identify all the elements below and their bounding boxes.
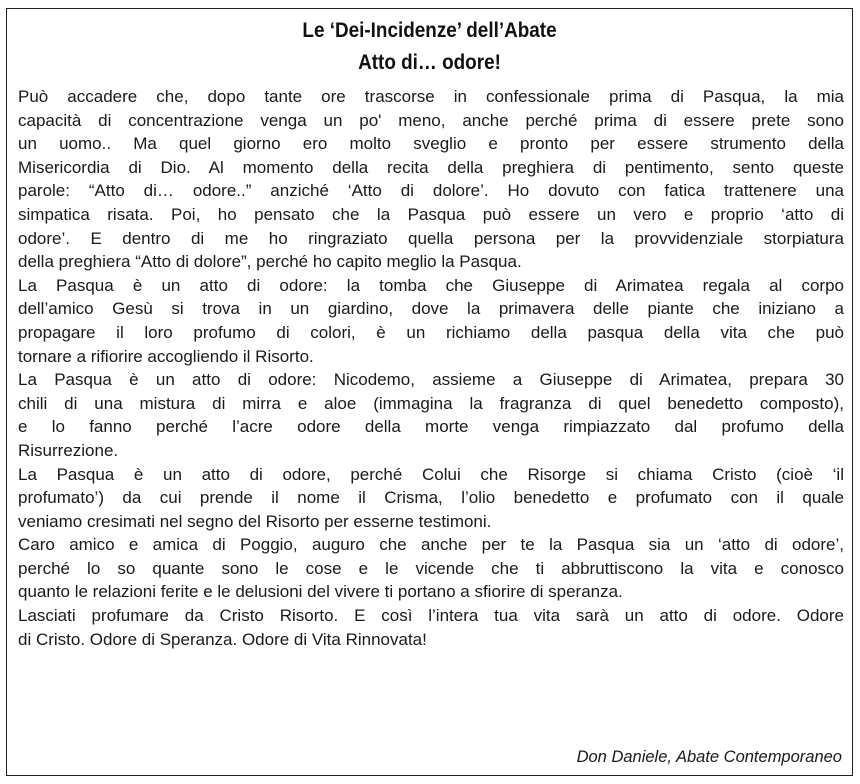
document-page	[6, 8, 853, 776]
text-line: odore’. E dentro di me ho ringraziato quella persona per la provvidenziale storpiatura	[18, 228, 844, 248]
text-line: simpatica risata. Poi, ho pensato che la Pasqua può essere un vero e proprio ‘atto di	[18, 204, 844, 224]
text-line: parole: “Atto di… odore..” anziché ‘Atto di dolore’. Ho dovuto con fatica trattenere una	[18, 181, 844, 201]
text-line: Può accadere che, dopo tante ore trascorse in confessionale prima di Pasqua, la mia	[18, 87, 844, 106]
text-line: chili di una mistura di mirra e aloe (immagina la fragranza di quel benedetto composto),	[18, 393, 844, 413]
paragraph	[18, 85, 844, 274]
article-body	[18, 85, 844, 651]
text-line: profumato’) da cui prende il nome il Crisma, l’olio benedetto e profumato con il quale	[18, 488, 844, 508]
text-line: perché lo so quante sono le cose e le vicende che ti abbruttiscono la vita e conosco	[18, 558, 844, 578]
text-line: e lo fanno perché l’acre odore della morte venga rimpiazzato dal profumo della	[18, 417, 844, 437]
text-line: propagare il loro profumo di colori, è un richiamo della pasqua della vita che può	[18, 322, 844, 342]
paragraph	[18, 533, 844, 604]
text-line: di Cristo. Odore di Speranza. Odore di Vita Rinnovata!	[18, 629, 427, 649]
paragraph	[18, 274, 844, 368]
paragraph	[18, 604, 844, 651]
text-line: dell’amico Gesù si trova in un giardino, dove la primavera delle piante che iniziano a	[18, 299, 844, 319]
text-line: La Pasqua è un atto di odore: la tomba che Giuseppe di Arimatea regala al corpo	[18, 275, 844, 295]
document-subtitle: Atto di… odore!	[358, 51, 501, 74]
text-line: La Pasqua è un atto di odore, perché Colui che Risorge si chiama Cristo (cioè ‘il	[18, 464, 844, 484]
document-title: Le ‘Dei-Incidenze’ dell’Abate	[302, 19, 557, 42]
text-line: Misericordia di Dio. Al momento della recita della preghiera di pentimento, sento queste	[18, 157, 844, 177]
text-line: La Pasqua è un atto di odore: Nicodemo, assieme a Giuseppe di Arimatea, prepara 30	[18, 370, 844, 390]
text-line: Risurrezione.	[18, 440, 119, 460]
text-line: veniamo cresimati nel segno del Risorto per esserne testimoni.	[18, 511, 492, 531]
text-line: Lasciati profumare da Cristo Risorto. E così l’intera tua vita sarà un atto di odore. Odore	[18, 606, 844, 626]
paragraph	[18, 368, 844, 462]
text-line: della preghiera “Atto di dolore”, perché ho capito meglio la Pasqua.	[18, 252, 522, 272]
text-line: capacità di concentrazione venga un po' meno, anche perché prima di essere prete sono	[18, 110, 844, 130]
text-line: tornare a rifiorire accogliendo il Risorto.	[18, 346, 314, 366]
paragraph	[18, 463, 844, 534]
text-line: Caro amico e amica di Poggio, auguro che anche per te la Pasqua sia un ‘atto di odore’,	[18, 535, 844, 555]
text-line: quanto le relazioni ferite e le delusioni del vivere ti portano a sfiorire di speranza.	[18, 582, 623, 602]
text-line: un uomo.. Ma quel giorno ero molto sveglio e pronto per essere strumento della	[18, 134, 844, 154]
signature: Don Daniele, Abate Contemporaneo	[576, 748, 842, 766]
